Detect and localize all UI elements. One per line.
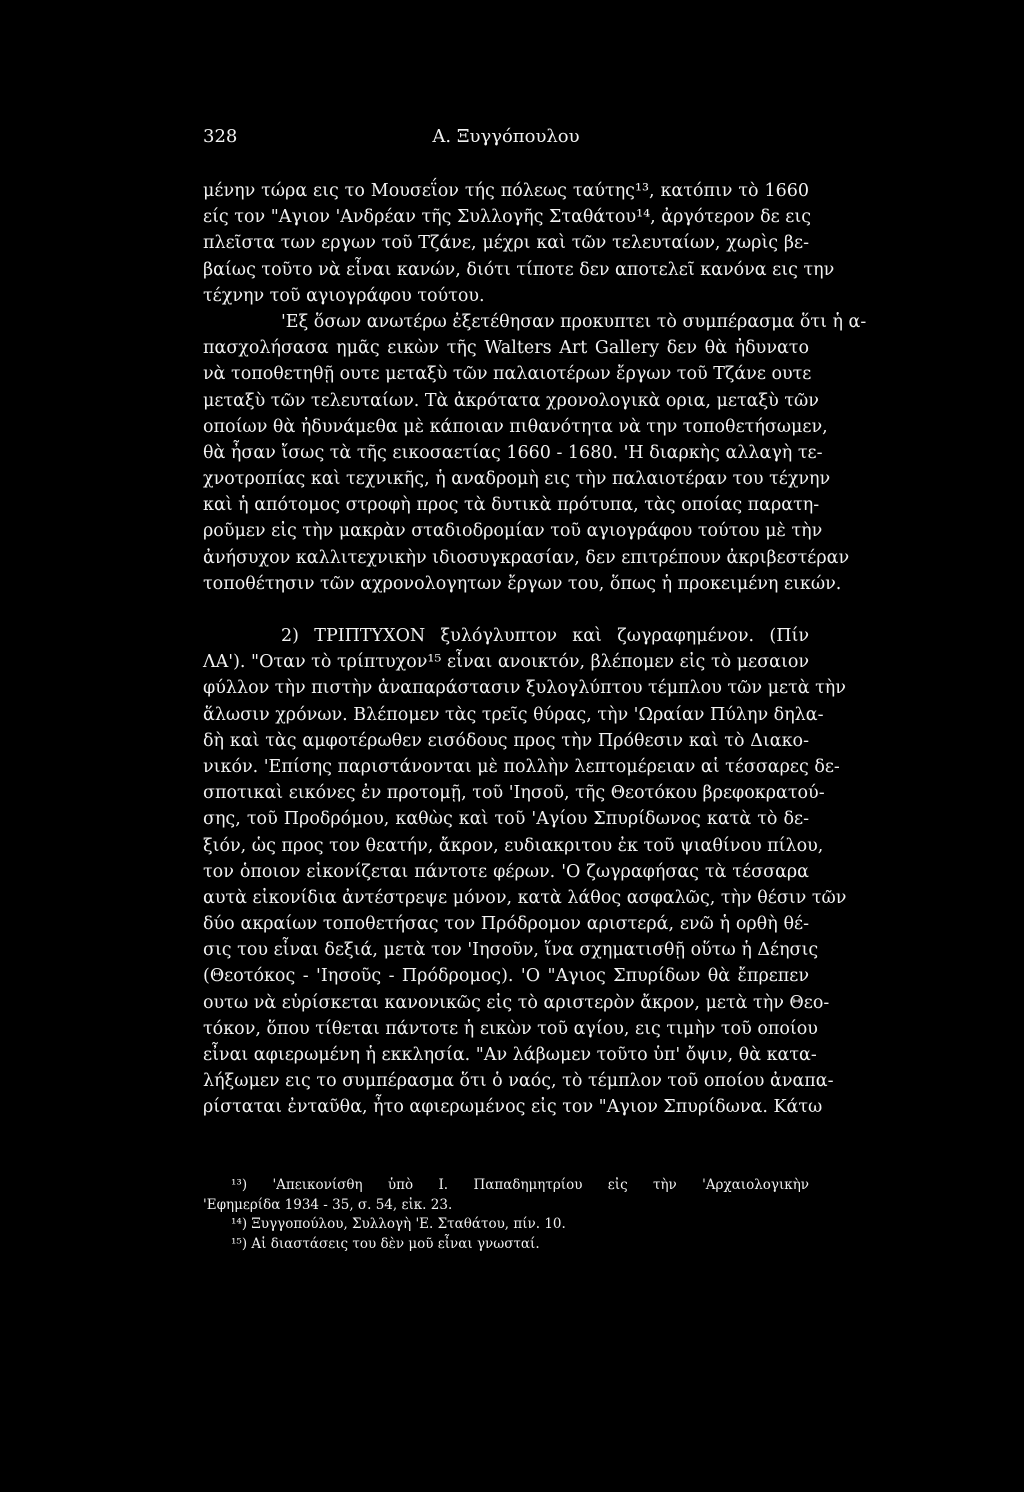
text-line: ρίσταται ἐνταῦθα, ἦτο αφιερωμένος εἰς τον "Αγιον Σπυρίδωνα. Κάτω <box>203 1097 823 1118</box>
text-line: τέχνην τοῦ αγιογράφου τούτου. <box>203 285 485 306</box>
footnote-line: ¹⁴) Ξυγγοπούλου, Συλλογὴ 'Ε. Σταθάτου, πίν. 10. <box>231 1216 566 1232</box>
text-line: δύο ακραίων τοποθετήσας τον Πρόδρομον αριστερά, ενῶ ἡ ορθὴ θέ- <box>203 914 809 935</box>
text-line: χνοτροπίας καὶ τεχνικῆς, ἡ αναδρομὴ εις τὴν παλαιοτέραν του τέχνην <box>203 469 831 490</box>
text-line: τον ὁποιον εἰκονίζεται πάντοτε φέρων. 'Ο ζωγραφήσας τὰ τέσσαρα <box>203 861 809 882</box>
text-line: ξιόν, ὡς προς τον θεατήν, ἄκρον, ευδιακριτου ἐκ τοῦ ψιαθίνου πίλου, <box>203 835 824 856</box>
text-line: αυτὰ εἰκονίδια ἀντέστρεψε μόνον, κατὰ λάθος ασφαλῶς, τὴν θέσιν τῶν <box>203 887 847 908</box>
text-line: νὰ τοποθετηθῇ ουτε μεταξὺ τῶν παλαιοτέρων ἔργων τοῦ Τζάνε ουτε <box>203 364 812 385</box>
text-line: είς τον "Αγιον 'Ανδρέαν τῆς Συλλογῆς Σταθάτου¹⁴, ἀργότερον δε εις <box>203 207 812 228</box>
text-line: εἶναι αφιερωμένη ἡ εκκλησία. "Αν λάβωμεν τοῦτο ὑπ' ὄψιν, θὰ κατα- <box>203 1045 817 1065</box>
text-line: τοποθέτησιν τῶν αχρονολογητων ἔργων του, ὅπως ἡ προκειμένη εικών. <box>203 573 842 594</box>
text-line: μεταξὺ τῶν τελευταίων. Τὰ ἀκρότατα χρονολογικὰ ορια, μεταξὺ τῶν <box>203 390 819 411</box>
page-number: 328 <box>203 126 238 147</box>
text-line: τόκον, ὅπου τίθεται πάντοτε ἡ εικὼν τοῦ αγίου, εις τιμὴν τοῦ οποίου <box>203 1018 818 1039</box>
text-line: ουτω νὰ εὑρίσκεται κανονικῶς εἰς τὸ αριστερὸν ἄκρον, μετὰ τὴν Θεο- <box>203 992 830 1013</box>
text-line: πλεῖστα των εργων τοῦ Τζάνε, μέχρι καὶ τῶν τελευταίων, χωρὶς βε- <box>203 233 809 254</box>
text-line: 'Εξ ὅσων ανωτέρω ἐξετέθησαν προκυπτει τὸ συμπέρασμα ὅτι ἡ α- <box>281 311 867 332</box>
text-line: φύλλον τὴν πιστὴν ἀναπαράστασιν ξυλογλύπτου τέμπλου τῶν μετὰ τὴν <box>203 678 846 699</box>
text-line: ἀνήσυχον καλλιτεχνικὴν ιδιοσυγκρασίαν, δεν επιτρέπουν ἀκριβεστέραν <box>203 547 850 568</box>
text-line: ροῦμεν εἰς τὴν μακρὰν σταδιοδρομίαν τοῦ αγιογράφου τούτου μὲ τὴν <box>203 521 823 542</box>
text-line: σις του εἶναι δεξιά, μετὰ τον 'Ιησοῦν, ἵνα σχηματισθῇ οὕτω ἡ Δέησις <box>203 940 819 961</box>
text-line: βαίως τοῦτο νὰ εἶναι κανών, διότι τίποτε δεν αποτελεῖ κανόνα εις την <box>203 259 835 280</box>
section-heading-line: 2) ΤΡΙΠΤΥΧΟΝ ξυλόγλυπτον καὶ ζωγραφημένον. (Πίν <box>281 626 809 646</box>
footnotes <box>203 1176 809 1254</box>
text-line: ἅλωσιν χρόνων. Βλέπομεν τὰς τρεῖς θύρας, τὴν 'Ωραίαν Πύλην δηλα- <box>203 704 824 725</box>
text-line: οποίων θὰ ἠδυνάμεθα μὲ κάποιαν πιθανότητα νὰ την τοποθετήσωμεν, <box>203 416 828 437</box>
body-text <box>203 178 867 1121</box>
text-line: πασχολήσασα ημᾶς εικὼν τῆς Walters Art Gallery δεν θὰ ἠδυνατο <box>203 338 809 359</box>
text-line: καὶ ἡ απότομος στροφὴ προς τὰ δυτικὰ πρότυπα, τὰς οποίας παρατη- <box>203 495 820 516</box>
text-line: σποτικαὶ εικόνες ἐν προτομῇ, τοῦ 'Ιησοῦ, τῆς Θεοτόκου βρεφοκρατού- <box>203 783 825 804</box>
text-line: θὰ ἦσαν ἴσως τὰ τῆς εικοσαετίας 1660 - 1680. 'Η διαρκὴς αλλαγὴ τε- <box>203 442 823 463</box>
text-line: σης, τοῦ Προδρόμου, καθὼς καὶ τοῦ 'Αγίου Σπυρίδωνος κατὰ τὸ δε- <box>203 809 809 830</box>
text-line: λήξωμεν εις το συμπέρασμα ὅτι ὁ ναός, τὸ τέμπλον τοῦ οποίου ἀναπα- <box>203 1071 834 1092</box>
footnote-line: ¹⁵) Αἱ διαστάσεις του δὲν μοῦ εἶναι γνωσταί. <box>231 1235 540 1252</box>
footnote-line: 'Εφημερίδα 1934 - 35, σ. 54, εἰκ. 23. <box>203 1196 453 1213</box>
section-gap <box>203 597 809 623</box>
footnote-line: ¹³) 'Απεικονίσθη ὑπὸ Ι. Παπαδημητρίου εἰς τὴν 'Αρχαιολογικὴν <box>231 1177 809 1193</box>
text-line: ΛΑ'). "Οταν τὸ τρίπτυχον¹⁵ εἶναι ανοικτόν, βλέπομεν εἰς τὸ μεσαιον <box>203 652 809 673</box>
text-line: μένην τώρα εις το Μουσεΐον τής πόλεως ταύτης¹³, κατόπιν τὸ 1660 <box>203 181 809 201</box>
text-line: δὴ καὶ τὰς αμφοτέρωθεν εισόδους προς τὴν Πρόθεσιν καὶ τὸ Διακο- <box>203 730 809 751</box>
running-head: Α. Ξυγγόπουλου <box>432 126 580 147</box>
page-header <box>203 122 809 152</box>
text-line: νικόν. 'Επίσης παριστάνονται μὲ πολλὴν λεπτομέρειαν αἱ τέσσαρες δε- <box>203 756 840 777</box>
text-line: (Θεοτόκος - 'Ιησοῦς - Πρόδρομος). 'Ο "Αγιος Σπυρίδων θὰ ἔπρεπεν <box>203 966 809 987</box>
